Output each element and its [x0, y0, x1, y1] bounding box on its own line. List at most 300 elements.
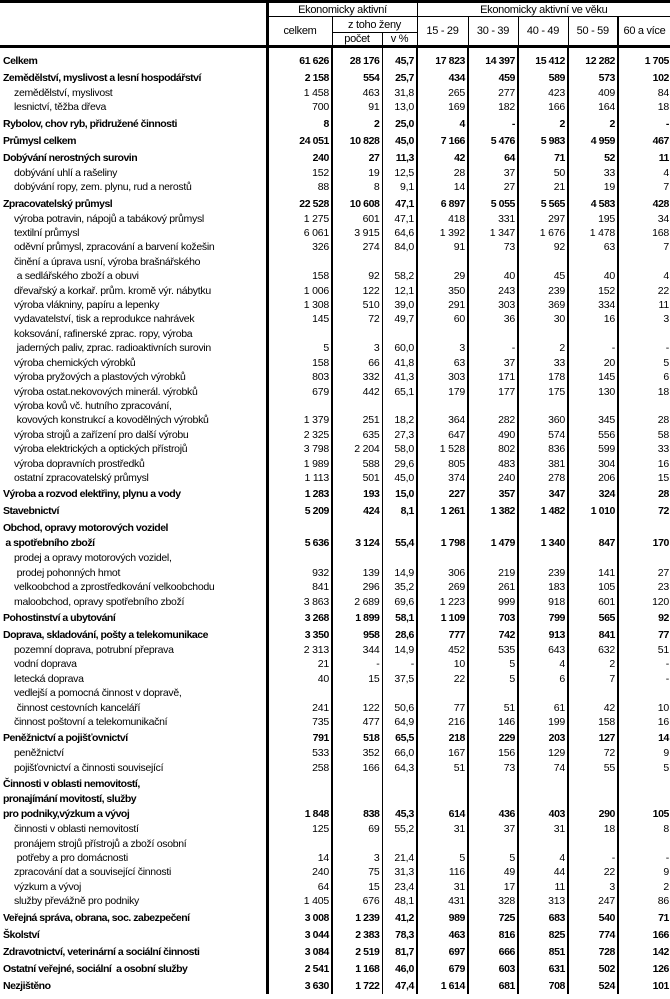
row-label-line: výroba dopravních prostředků: [14, 457, 145, 470]
cell-age-30-39: 490: [468, 428, 518, 442]
row-label-line: Výroba a rozvod elektřiny, plynu a vody: [3, 488, 181, 501]
row-label-line: koksování, rafinerské zprac. ropy, výroba: [14, 327, 193, 340]
row-label: [0, 686, 267, 715]
cell-age-30-39: 282: [468, 399, 518, 428]
row-label: [0, 943, 267, 960]
cell-age-60-plus: 120: [652, 595, 669, 608]
table-body: [0, 47, 670, 994]
table-row-subcategory: [0, 746, 670, 760]
cell-women-count: 958: [332, 626, 382, 643]
cell-age-15-29: 1 614: [417, 977, 468, 994]
cell-age-60-plus: 10: [657, 701, 669, 714]
table-row-category: [0, 69, 670, 86]
cell-women-percent: 21,4: [382, 837, 417, 866]
cell-total: 1 275: [267, 212, 332, 226]
cell-women-percent: 64,6: [382, 226, 417, 240]
cell-age-50-59: 502: [568, 960, 618, 977]
table-row-subcategory: [0, 580, 670, 594]
row-label: [0, 356, 267, 370]
row-label-line: Doprava, skladování, pošty a telekomunikace: [3, 628, 208, 641]
cell-age-50-59: 556: [568, 428, 618, 442]
cell-women-count: -: [332, 657, 382, 671]
cell-age-40-49: 21: [518, 180, 568, 194]
cell-total: 1 308: [267, 298, 332, 312]
cell-age-30-39: 49: [468, 865, 518, 879]
cell-age-50-59: 334: [568, 298, 618, 312]
cell-women-count: 3 124: [332, 519, 382, 551]
table-row-subcategory: [0, 226, 670, 240]
cell-women-percent: 14,9: [382, 551, 417, 580]
cell-age-40-49: 381: [518, 457, 568, 471]
cell-age-15-29: 7 166: [417, 132, 468, 149]
cell-age-30-39: 725: [468, 909, 518, 926]
row-label: [0, 327, 267, 356]
cell-age-60-plus: 105: [652, 808, 669, 821]
cell-age-40-49: 683: [518, 909, 568, 926]
row-label-line: činnost poštovní a telekomunikační: [14, 716, 168, 728]
cell-age-50-59: 206: [568, 471, 618, 485]
row-label: [0, 909, 267, 926]
cell-age-15-29: 31: [417, 822, 468, 836]
cell-age-30-39: 261: [468, 580, 518, 594]
row-label: [0, 312, 267, 326]
cell-total: 40: [267, 672, 332, 686]
cell-age-60-plus: 428: [652, 197, 669, 210]
cell-age-60-plus: 34: [657, 212, 669, 225]
table-row-subcategory: [0, 551, 670, 580]
cell-total: 2 325: [267, 428, 332, 442]
cell-age-30-39: -: [468, 115, 518, 132]
table-row-subcategory: [0, 822, 670, 836]
cell-age-50-59: 599: [568, 442, 618, 456]
row-label-line: činění a úprava usní, výroba brašnářského: [14, 255, 201, 268]
cell-age-30-39: 802: [468, 442, 518, 456]
table-row-subcategory: [0, 327, 670, 356]
cell-women-percent: 39,0: [382, 298, 417, 312]
cell-age-15-29: 989: [417, 909, 468, 926]
cell-total: 791: [267, 729, 332, 746]
cell-age-30-39: 73: [468, 240, 518, 254]
table-row-category: [0, 115, 670, 132]
cell-age-30-39: 303: [468, 298, 518, 312]
row-label: [0, 761, 267, 775]
cell-age-30-39: 182: [468, 100, 518, 114]
cell-total: 932: [267, 551, 332, 580]
cell-age-40-49: 33: [518, 356, 568, 370]
cell-women-count: 28 176: [332, 52, 382, 69]
cell-age-60-plus: 15: [657, 471, 669, 484]
row-label: [0, 428, 267, 442]
row-label-line: Pohostinství a ubytování: [3, 611, 116, 624]
row-label-line: textilní průmysl: [14, 227, 80, 240]
cell-age-30-39: 51: [468, 686, 518, 715]
row-label: [0, 880, 267, 894]
cell-age-15-29: 227: [417, 485, 468, 502]
cell-age-30-39: 146: [468, 715, 518, 729]
table-row-subcategory: [0, 894, 670, 908]
cell-age-30-39: 459: [468, 69, 518, 86]
cell-age-40-49: 178: [518, 370, 568, 384]
row-label: [0, 626, 267, 643]
cell-age-15-29: 418: [417, 212, 468, 226]
cell-women-count: 554: [332, 69, 382, 86]
cell-age-40-49: 2: [518, 115, 568, 132]
table-row-subcategory: [0, 212, 670, 226]
cell-age-15-29: 805: [417, 457, 468, 471]
cell-age-40-49: 31: [518, 822, 568, 836]
cell-age-50-59: 573: [568, 69, 618, 86]
cell-age-15-29: 5: [417, 837, 468, 866]
table-row-subcategory: [0, 761, 670, 775]
cell-women-percent: 47,1: [382, 212, 417, 226]
cell-total: 2 158: [267, 69, 332, 86]
cell-age-60-plus: 51: [657, 643, 669, 656]
cell-age-60-plus: 28: [658, 488, 669, 501]
cell-age-60-plus: 6: [663, 371, 669, 384]
cell-women-percent: 58,2: [382, 255, 417, 284]
cell-age-60-plus: -: [665, 342, 669, 355]
table-row-subcategory: [0, 255, 670, 284]
cell-age-30-39: 277: [468, 86, 518, 100]
row-label-line: Zemědělství, myslivost a lesní hospodářství: [3, 72, 201, 84]
row-label-line: lesnictví, těžba dřeva: [14, 101, 107, 114]
table-row-subcategory: [0, 370, 670, 384]
cell-age-30-39: 37: [468, 166, 518, 180]
cell-women-count: 510: [332, 298, 382, 312]
cell-women-count: 296: [332, 580, 382, 594]
cell-age-60-plus: 33: [657, 443, 669, 456]
cell-total: 533: [267, 746, 332, 760]
row-label: [0, 212, 267, 226]
cell-total: 3 008: [267, 909, 332, 926]
cell-total: 6 061: [267, 226, 332, 240]
cell-age-60-plus: 170: [652, 537, 669, 550]
cell-total: 158: [267, 356, 332, 370]
cell-age-15-29: 777: [417, 626, 468, 643]
cell-women-count: 1 722: [332, 977, 382, 994]
table-row-category: [0, 977, 670, 994]
cell-age-30-39: 37: [468, 356, 518, 370]
cell-women-count: 676: [332, 894, 382, 908]
cell-total: 61 626: [267, 52, 332, 69]
cell-women-percent: 41,3: [382, 370, 417, 384]
cell-women-percent: 58,0: [382, 442, 417, 456]
cell-women-count: 122: [332, 686, 382, 715]
cell-age-60-plus: 101: [652, 979, 669, 992]
row-label-line: výzkum a vývoj: [14, 880, 81, 893]
cell-age-50-59: 40: [568, 255, 618, 284]
row-label: [0, 822, 267, 836]
cell-age-60-plus: 9: [663, 747, 669, 760]
cell-age-60-plus: 22: [657, 284, 669, 297]
table-row-subcategory: [0, 399, 670, 428]
cell-women-percent: 50,6: [382, 686, 417, 715]
cell-age-50-59: 345: [568, 399, 618, 428]
cell-age-30-39: 5: [468, 672, 518, 686]
cell-age-15-29: 218: [417, 729, 468, 746]
row-label-line: dobývání ropy, zem. plynu, rud a nerostů: [14, 181, 192, 194]
table-row-category: [0, 626, 670, 643]
cell-age-60-plus: 5: [663, 761, 669, 774]
table-row-subcategory: [0, 428, 670, 442]
cell-age-50-59: 565: [568, 609, 618, 626]
cell-age-50-59: 42: [568, 686, 618, 715]
cell-women-count: 166: [332, 761, 382, 775]
row-label: [0, 715, 267, 729]
cell-women-percent: 47,1: [382, 195, 417, 212]
table-row-category: [0, 519, 670, 551]
cell-women-count: 1 239: [332, 909, 382, 926]
cell-age-30-39: 40: [468, 255, 518, 284]
row-label-line: oděvní průmysl, zpracování a barvení kožešin: [14, 241, 215, 254]
table-row-subcategory: [0, 298, 670, 312]
cell-age-50-59: 18: [568, 822, 618, 836]
table-row-subcategory: [0, 86, 670, 100]
row-label-line: Nezjištěno: [3, 979, 51, 992]
cell-age-40-49: 825: [518, 926, 568, 943]
cell-total: 1 458: [267, 86, 332, 100]
cell-age-40-49: 1 340: [518, 519, 568, 551]
cell-age-40-49: 129: [518, 746, 568, 760]
cell-total: 14: [267, 837, 332, 866]
row-label-line: výroba potravin, nápojů a tabákový průmysl: [14, 212, 204, 225]
cell-age-15-29: 14: [417, 180, 468, 194]
cell-women-percent: 11,3: [382, 149, 417, 166]
row-label-line: maloobchod, opravy spotřebního zboží: [14, 595, 185, 608]
cell-women-percent: 25,7: [382, 69, 417, 86]
cell-age-30-39: 436: [468, 775, 518, 822]
cell-women-percent: 65,5: [382, 729, 417, 746]
table-row-category: [0, 960, 670, 977]
cell-women-count: 501: [332, 471, 382, 485]
cell-age-15-29: 697: [417, 943, 468, 960]
cell-total: 841: [267, 580, 332, 594]
cell-age-60-plus: 2: [663, 880, 669, 893]
row-label: [0, 457, 267, 471]
cell-age-50-59: 540: [568, 909, 618, 926]
row-label: [0, 519, 267, 551]
cell-age-40-49: 403: [518, 775, 568, 822]
cell-age-40-49: 239: [518, 284, 568, 298]
cell-women-count: 75: [332, 865, 382, 879]
row-label-line: Zdravotnictví, veterinární a sociální činnosti: [3, 945, 200, 958]
cell-age-30-39: 156: [468, 746, 518, 760]
cell-age-50-59: 524: [568, 977, 618, 994]
row-label-line: Školství: [3, 928, 40, 941]
cell-women-count: 477: [332, 715, 382, 729]
row-label-line: výroba vlákniny, papíru a lepenky: [14, 299, 160, 312]
cell-age-15-29: 306: [417, 551, 468, 580]
cell-women-percent: 14,9: [382, 643, 417, 657]
cell-age-15-29: 434: [417, 69, 468, 86]
cell-age-40-49: 11: [518, 880, 568, 894]
cell-age-60-plus: 9: [663, 866, 669, 879]
cell-total: 88: [267, 180, 332, 194]
cell-women-percent: 78,3: [382, 926, 417, 943]
cell-age-50-59: 33: [568, 166, 618, 180]
cell-age-40-49: 360: [518, 399, 568, 428]
cell-age-50-59: 145: [568, 370, 618, 384]
cell-age-40-49: 918: [518, 595, 568, 609]
cell-total: 1 848: [267, 775, 332, 822]
cell-total: 3 798: [267, 442, 332, 456]
cell-women-count: 3: [332, 837, 382, 866]
cell-women-count: 332: [332, 370, 382, 384]
cell-age-15-29: 291: [417, 298, 468, 312]
cell-age-15-29: 77: [417, 686, 468, 715]
cell-age-40-49: 45: [518, 255, 568, 284]
cell-women-count: 251: [332, 399, 382, 428]
cell-total: 1 989: [267, 457, 332, 471]
cell-age-15-29: 1 109: [417, 609, 468, 626]
cell-age-15-29: 350: [417, 284, 468, 298]
row-label: [0, 672, 267, 686]
cell-total: 1 405: [267, 894, 332, 908]
row-label: [0, 657, 267, 671]
table-row-subcategory: [0, 180, 670, 194]
row-label: [0, 370, 267, 384]
cell-women-count: 3: [332, 327, 382, 356]
row-label-line: velkoobchod a zprostředkování velkoobchodu: [14, 581, 215, 594]
cell-age-60-plus: 28: [657, 414, 669, 427]
cell-age-50-59: 22: [568, 865, 618, 879]
cell-age-15-29: 10: [417, 657, 468, 671]
row-label: [0, 551, 267, 580]
row-label: [0, 729, 267, 746]
row-label-line: prodej pohonných hmot: [14, 566, 121, 579]
table-row-subcategory: [0, 865, 670, 879]
cell-women-percent: 27,3: [382, 428, 417, 442]
cell-age-50-59: 20: [568, 356, 618, 370]
cell-women-percent: 37,5: [382, 672, 417, 686]
cell-age-50-59: 601: [568, 595, 618, 609]
cell-age-40-49: 851: [518, 943, 568, 960]
cell-age-30-39: 666: [468, 943, 518, 960]
cell-women-count: 122: [332, 284, 382, 298]
cell-age-60-plus: 166: [652, 928, 669, 941]
cell-total: 326: [267, 240, 332, 254]
cell-age-30-39: 1 479: [468, 519, 518, 551]
cell-age-30-39: 243: [468, 284, 518, 298]
row-label-line: výroba kovů vč. hutního zpracování,: [14, 399, 172, 412]
cell-women-count: 2 519: [332, 943, 382, 960]
cell-women-count: 8: [332, 180, 382, 194]
cell-age-50-59: 290: [568, 775, 618, 822]
table-row-subcategory: [0, 385, 670, 399]
cell-age-50-59: 1 478: [568, 226, 618, 240]
cell-age-40-49: 574: [518, 428, 568, 442]
cell-age-40-49: 4: [518, 657, 568, 671]
cell-age-50-59: 324: [568, 485, 618, 502]
cell-age-15-29: 22: [417, 672, 468, 686]
cell-women-percent: 15,0: [382, 485, 417, 502]
table-row-subcategory: [0, 643, 670, 657]
cell-age-30-39: 5: [468, 657, 518, 671]
row-label-line: Průmysl celkem: [3, 134, 76, 147]
row-label: [0, 100, 267, 114]
row-label-line: Rybolov, chov ryb, přidružené činnosti: [3, 117, 177, 130]
cell-age-30-39: 703: [468, 609, 518, 626]
cell-age-15-29: 51: [417, 761, 468, 775]
cell-age-40-49: 199: [518, 715, 568, 729]
cell-age-15-29: 303: [417, 370, 468, 384]
row-label-line: a spotřebního zboží: [3, 537, 95, 550]
cell-age-40-49: 708: [518, 977, 568, 994]
cell-women-count: 588: [332, 457, 382, 471]
cell-age-15-29: 4: [417, 115, 468, 132]
table-row-subcategory: [0, 880, 670, 894]
cell-age-50-59: 841: [568, 626, 618, 643]
table-row-category: [0, 485, 670, 502]
cell-women-percent: 23,4: [382, 880, 417, 894]
cell-age-50-59: -: [568, 837, 618, 866]
row-label-line: činnosti v oblasti nemovitostí: [14, 823, 139, 836]
cell-women-count: 193: [332, 485, 382, 502]
table-row-subcategory: [0, 356, 670, 370]
cell-women-count: 92: [332, 255, 382, 284]
cell-age-15-29: 167: [417, 746, 468, 760]
cell-age-15-29: 431: [417, 894, 468, 908]
cell-age-40-49: 5 983: [518, 132, 568, 149]
cell-women-percent: 47,4: [382, 977, 417, 994]
cell-women-count: 10 828: [332, 132, 382, 149]
cell-age-40-49: 203: [518, 729, 568, 746]
cell-age-15-29: 179: [417, 385, 468, 399]
cell-age-50-59: 127: [568, 729, 618, 746]
cell-age-30-39: 5 055: [468, 195, 518, 212]
row-label: [0, 502, 267, 519]
cell-age-15-29: 91: [417, 240, 468, 254]
cell-total: 2 541: [267, 960, 332, 977]
cell-women-percent: 13,0: [382, 100, 417, 114]
cell-age-60-plus: 18: [657, 385, 669, 398]
cell-age-50-59: 409: [568, 86, 618, 100]
cell-age-40-49: 913: [518, 626, 568, 643]
cell-age-40-49: 61: [518, 686, 568, 715]
row-label: [0, 86, 267, 100]
header-age-40-49: 40 - 49: [518, 17, 568, 47]
cell-age-60-plus: 4: [663, 166, 669, 179]
cell-age-60-plus: 86: [657, 895, 669, 908]
row-label-line: jaderných paliv, zprac. radioaktivních surovin: [14, 342, 211, 355]
cell-age-50-59: 158: [568, 715, 618, 729]
cell-age-15-29: 216: [417, 715, 468, 729]
cell-total: 1 006: [267, 284, 332, 298]
cell-women-percent: 60,0: [382, 327, 417, 356]
row-label-line: Ostatní veřejné, sociální a osobní služby: [3, 962, 188, 975]
row-label-line: potřeby a pro domácnosti: [14, 852, 128, 865]
cell-women-count: 601: [332, 212, 382, 226]
cell-women-count: 72: [332, 312, 382, 326]
cell-age-15-29: 42: [417, 149, 468, 166]
cell-age-60-plus: 8: [663, 823, 669, 836]
cell-total: 24 051: [267, 132, 332, 149]
header-group-age: Ekonomicky aktivní ve věku: [417, 2, 670, 17]
cell-total: 152: [267, 166, 332, 180]
cell-total: 240: [267, 149, 332, 166]
cell-age-50-59: 632: [568, 643, 618, 657]
cell-total: 22 528: [267, 195, 332, 212]
cell-age-30-39: 177: [468, 385, 518, 399]
cell-age-40-49: 74: [518, 761, 568, 775]
cell-total: 3 084: [267, 943, 332, 960]
cell-total: 125: [267, 822, 332, 836]
cell-total: 700: [267, 100, 332, 114]
cell-women-count: 2 689: [332, 595, 382, 609]
cell-total: 64: [267, 880, 332, 894]
cell-age-50-59: -: [568, 327, 618, 356]
table-row-category: [0, 609, 670, 626]
